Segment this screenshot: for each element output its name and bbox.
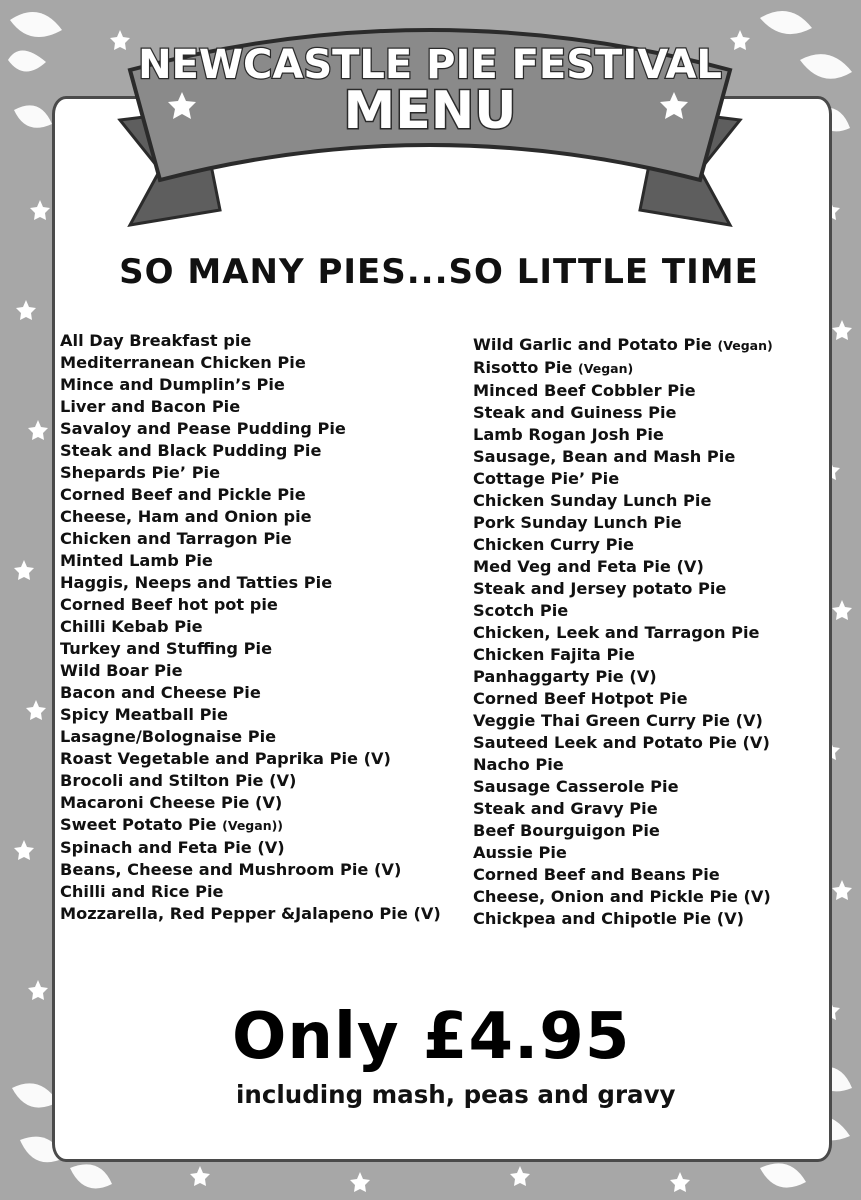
menu-item-name: Veggie Thai Green Curry Pie (V) bbox=[473, 711, 763, 730]
menu-item-name: Chicken Sunday Lunch Pie bbox=[473, 491, 712, 510]
leaf-icon bbox=[800, 54, 852, 79]
menu-item-note: (Vegan) bbox=[578, 361, 634, 376]
star-icon bbox=[26, 700, 46, 720]
menu-item-name: Cottage Pie’ Pie bbox=[473, 469, 620, 488]
menu-item bbox=[60, 814, 470, 837]
menu-item-name: Pork Sunday Lunch Pie bbox=[473, 513, 682, 532]
menu-item-note: (Vegan)) bbox=[222, 818, 284, 833]
star-icon bbox=[16, 300, 36, 320]
leaf-icon bbox=[14, 105, 52, 127]
star-icon bbox=[510, 1166, 530, 1186]
menu-item bbox=[60, 484, 470, 506]
menu-item bbox=[473, 424, 823, 446]
menu-item bbox=[473, 578, 823, 600]
menu-item bbox=[473, 468, 823, 490]
menu-item-name: All Day Breakfast pie bbox=[60, 331, 252, 350]
menu-item-name: Turkey and Stuffing Pie bbox=[60, 639, 273, 658]
menu-item bbox=[473, 732, 823, 754]
menu-item bbox=[473, 688, 823, 710]
menu-item-name: Savaloy and Pease Pudding Pie bbox=[60, 419, 346, 438]
menu-item-name: Chilli Kebab Pie bbox=[60, 617, 203, 636]
menu-item bbox=[473, 357, 823, 380]
menu-item bbox=[60, 792, 470, 814]
menu-item-name: Lasagne/Bolognaise Pie bbox=[60, 727, 277, 746]
menu-item bbox=[60, 594, 470, 616]
menu-item bbox=[473, 556, 823, 578]
menu-item-name: Steak and Gravy Pie bbox=[473, 799, 658, 818]
menu-item bbox=[473, 754, 823, 776]
menu-item-name: Cheese, Onion and Pickle Pie (V) bbox=[473, 887, 771, 906]
star-icon bbox=[832, 880, 852, 900]
menu-item-name: Sausage Casserole Pie bbox=[473, 777, 679, 796]
menu-item bbox=[473, 864, 823, 886]
menu-item-name: Spinach and Feta Pie (V) bbox=[60, 838, 285, 857]
menu-item bbox=[60, 396, 470, 418]
menu-item bbox=[473, 512, 823, 534]
menu-column-left bbox=[60, 330, 470, 925]
menu-item-name: Minced Beef Cobbler Pie bbox=[473, 381, 696, 400]
star-icon bbox=[14, 560, 34, 580]
menu-item-name: Shepards Pie’ Pie bbox=[60, 463, 221, 482]
menu-item bbox=[60, 837, 470, 859]
menu-item-name: Macaroni Cheese Pie (V) bbox=[60, 793, 283, 812]
menu-item bbox=[473, 710, 823, 732]
menu-item bbox=[473, 776, 823, 798]
menu-item-name: Spicy Meatball Pie bbox=[60, 705, 228, 724]
menu-item bbox=[473, 380, 823, 402]
menu-item bbox=[60, 330, 470, 352]
menu-item-name: Beans, Cheese and Mushroom Pie (V) bbox=[60, 860, 402, 879]
menu-item-name: Minted Lamb Pie bbox=[60, 551, 213, 570]
menu-item-name: Risotto Pie bbox=[473, 358, 579, 377]
menu-item-name: Panhaggarty Pie (V) bbox=[473, 667, 657, 686]
menu-item-name: Chilli and Rice Pie bbox=[60, 882, 224, 901]
menu-item-name: Beef Bourguigon Pie bbox=[473, 821, 660, 840]
price: Only £4.95 bbox=[232, 1000, 631, 1074]
star-icon bbox=[670, 1172, 690, 1192]
star-icon bbox=[14, 840, 34, 860]
menu-item-name: Chicken and Tarragon Pie bbox=[60, 529, 292, 548]
menu-item bbox=[473, 820, 823, 842]
menu-item bbox=[60, 352, 470, 374]
menu-item-name: Haggis, Neeps and Tatties Pie bbox=[60, 573, 333, 592]
menu-item-name: Corned Beef hot pot pie bbox=[60, 595, 278, 614]
menu-item-name: Cheese, Ham and Onion pie bbox=[60, 507, 312, 526]
menu-item bbox=[473, 334, 823, 357]
menu-item-name: Corned Beef and Beans Pie bbox=[473, 865, 720, 884]
menu-item-name: Sauteed Leek and Potato Pie (V) bbox=[473, 733, 770, 752]
menu-item bbox=[60, 660, 470, 682]
menu-item bbox=[473, 644, 823, 666]
menu-item-name: Corned Beef Hotpot Pie bbox=[473, 689, 688, 708]
menu-item bbox=[60, 528, 470, 550]
menu-item-name: Steak and Guiness Pie bbox=[473, 403, 677, 422]
menu-item-name: Corned Beef and Pickle Pie bbox=[60, 485, 306, 504]
title-ribbon bbox=[100, 0, 760, 240]
menu-item-name: Roast Vegetable and Paprika Pie (V) bbox=[60, 749, 391, 768]
star-icon bbox=[832, 600, 852, 620]
menu-column-right bbox=[473, 334, 823, 930]
banner-title-line1: NEWCASTLE PIE FESTIVAL bbox=[138, 42, 722, 88]
menu-item-name: Chicken Fajita Pie bbox=[473, 645, 635, 664]
leaf-icon bbox=[8, 50, 46, 71]
menu-item-name: Wild Garlic and Potato Pie bbox=[473, 335, 718, 354]
star-icon bbox=[190, 1166, 210, 1186]
menu-item bbox=[473, 908, 823, 930]
banner-title-line2: MENU bbox=[343, 81, 517, 141]
menu-item bbox=[60, 881, 470, 903]
menu-item bbox=[473, 600, 823, 622]
menu-item-name: Lamb Rogan Josh Pie bbox=[473, 425, 664, 444]
menu-item-name: Brocoli and Stilton Pie (V) bbox=[60, 771, 297, 790]
menu-item bbox=[60, 770, 470, 792]
includes-note: including mash, peas and gravy bbox=[236, 1080, 676, 1109]
menu-item-name: Mince and Dumplin’s Pie bbox=[60, 375, 285, 394]
star-icon bbox=[350, 1172, 370, 1192]
menu-item-name: Chicken Curry Pie bbox=[473, 535, 634, 554]
menu-item bbox=[60, 440, 470, 462]
menu-item-name: Chickpea and Chipotle Pie (V) bbox=[473, 909, 745, 928]
menu-item bbox=[60, 903, 470, 925]
menu-item bbox=[60, 682, 470, 704]
menu-item bbox=[473, 666, 823, 688]
menu-item bbox=[473, 490, 823, 512]
menu-item-name: Steak and Black Pudding Pie bbox=[60, 441, 322, 460]
menu-item bbox=[60, 374, 470, 396]
star-icon bbox=[28, 980, 48, 1000]
tagline: SO MANY PIES...SO LITTLE TIME bbox=[119, 252, 759, 292]
leaf-icon bbox=[10, 12, 62, 37]
menu-item-name: Sweet Potato Pie bbox=[60, 815, 223, 834]
star-icon bbox=[28, 420, 48, 440]
menu-item-name: Steak and Jersey potato Pie bbox=[473, 579, 727, 598]
star-icon bbox=[832, 320, 852, 340]
menu-item bbox=[473, 842, 823, 864]
menu-item bbox=[60, 462, 470, 484]
menu-item bbox=[60, 550, 470, 572]
menu-item-name: Nacho Pie bbox=[473, 755, 564, 774]
menu-item-name: Aussie Pie bbox=[473, 843, 567, 862]
menu-item-name: Mozzarella, Red Pepper &Jalapeno Pie (V) bbox=[60, 904, 441, 923]
leaf-icon bbox=[760, 1163, 806, 1187]
menu-item bbox=[60, 638, 470, 660]
menu-item bbox=[473, 798, 823, 820]
menu-item-name: Med Veg and Feta Pie (V) bbox=[473, 557, 704, 576]
menu-item bbox=[60, 616, 470, 638]
leaf-icon bbox=[70, 1164, 112, 1188]
menu-item bbox=[473, 886, 823, 908]
menu-item bbox=[60, 859, 470, 881]
menu-item-note: (Vegan) bbox=[717, 338, 773, 353]
menu-item bbox=[60, 506, 470, 528]
menu-item bbox=[60, 748, 470, 770]
menu-item-name: Chicken, Leek and Tarragon Pie bbox=[473, 623, 760, 642]
star-icon bbox=[30, 200, 50, 220]
menu-item bbox=[60, 726, 470, 748]
menu-item bbox=[473, 622, 823, 644]
menu-item-name: Wild Boar Pie bbox=[60, 661, 183, 680]
menu-item bbox=[60, 572, 470, 594]
menu-item bbox=[473, 402, 823, 424]
menu-item bbox=[60, 704, 470, 726]
menu-item-name: Liver and Bacon Pie bbox=[60, 397, 241, 416]
menu-item bbox=[473, 446, 823, 468]
menu-item-name: Sausage, Bean and Mash Pie bbox=[473, 447, 736, 466]
leaf-icon bbox=[760, 11, 812, 34]
menu-item-name: Scotch Pie bbox=[473, 601, 569, 620]
menu-item bbox=[60, 418, 470, 440]
menu-item-name: Bacon and Cheese Pie bbox=[60, 683, 261, 702]
menu-item-name: Mediterranean Chicken Pie bbox=[60, 353, 306, 372]
menu-item bbox=[473, 534, 823, 556]
